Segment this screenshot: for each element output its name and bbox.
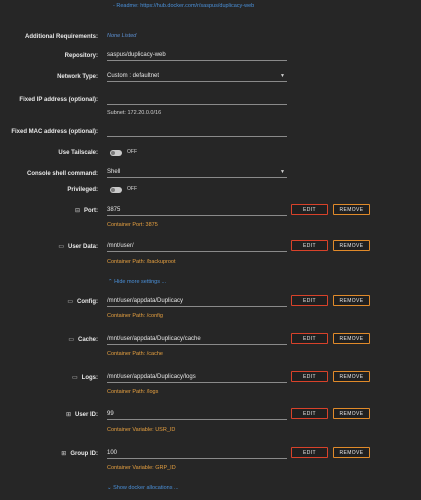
hide-more-settings-link[interactable]: ⌃ Hide more settings ... [108, 279, 167, 285]
variable-icon: ⊞ [61, 451, 67, 457]
user-id-note: Container Variable: USR_ID [107, 427, 176, 433]
use-tailscale-state: OFF [127, 149, 137, 155]
config-remove-button[interactable]: REMOVE [333, 295, 370, 306]
caret-down-icon: ▼ [280, 73, 285, 79]
group-id-label: ⊞ Group ID: [61, 451, 98, 457]
config-edit-button[interactable]: EDIT [291, 295, 328, 306]
user-data-edit-button[interactable]: EDIT [291, 240, 328, 251]
use-tailscale-toggle[interactable] [110, 150, 122, 156]
fixed-mac-label: Fixed MAC address (optional): [11, 129, 98, 135]
use-tailscale-label: Use Tailscale: [58, 150, 98, 156]
console-shell-label: Console shell command: [26, 171, 98, 177]
port-label: ⊟ Port: [74, 208, 98, 214]
repository-input[interactable]: saspus/duplicacy-web [107, 51, 287, 61]
group-id-note: Container Variable: GRP_ID [107, 465, 176, 471]
cache-note: Container Path: /cache [107, 351, 163, 357]
privileged-label: Privileged: [67, 187, 98, 193]
fixed-ip-label: Fixed IP address (optional): [19, 97, 98, 103]
user-data-label: ▭ User Data: [58, 244, 98, 250]
folder-icon: ▭ [58, 244, 64, 250]
port-note: Container Port: 3875 [107, 222, 158, 228]
fixed-ip-subnet-note: Subnet: 172.20.0.0/16 [107, 110, 162, 116]
cache-edit-button[interactable]: EDIT [291, 333, 328, 344]
privileged-toggle[interactable] [110, 187, 122, 193]
port-input[interactable]: 3875 [107, 206, 287, 216]
user-data-remove-button[interactable]: REMOVE [333, 240, 370, 251]
console-shell-select[interactable] [107, 168, 287, 178]
readme-link[interactable]: - Readme: https://hub.docker.com/r/saspus/duplicacy-web [113, 3, 255, 9]
cache-remove-button[interactable]: REMOVE [333, 333, 370, 344]
privileged-state: OFF [127, 186, 137, 192]
port-icon: ⊟ [74, 208, 80, 214]
user-id-input[interactable]: 99 [107, 410, 287, 420]
user-data-note: Container Path: /backuproot [107, 259, 176, 265]
caret-down-icon: ▼ [280, 169, 285, 175]
user-id-label: ⊞ User ID: [65, 412, 98, 418]
logs-edit-button[interactable]: EDIT [291, 371, 328, 382]
repository-label: Repository: [64, 53, 98, 59]
port-edit-button[interactable]: EDIT [291, 204, 328, 215]
network-type-label: Network Type: [57, 74, 98, 80]
console-shell-value: Shell [107, 169, 121, 175]
chevron-down-icon: ⌄ [107, 485, 114, 491]
group-id-input[interactable]: 100 [107, 449, 287, 459]
network-type-value: Custom : defaultnet [107, 73, 160, 79]
user-id-edit-button[interactable]: EDIT [291, 408, 328, 419]
folder-icon: ▭ [71, 375, 78, 381]
group-id-edit-button[interactable]: EDIT [291, 447, 328, 458]
cache-input[interactable]: /mnt/user/appdata/Duplicacy/cache [107, 335, 287, 345]
logs-input[interactable]: /mnt/user/appdata/Duplicacy/logs [107, 373, 287, 383]
logs-label: ▭ Logs: [71, 375, 98, 381]
show-docker-allocations-link[interactable]: ⌄ Show docker allocations ... [107, 485, 179, 491]
config-note: Container Path: /config [107, 313, 163, 319]
chevron-up-icon: ⌃ [108, 279, 115, 285]
user-data-input[interactable]: /mnt/user/ [107, 242, 287, 252]
config-input[interactable]: /mnt/user/appdata/Duplicacy [107, 297, 287, 307]
variable-icon: ⊞ [65, 412, 71, 418]
network-type-select[interactable] [107, 72, 287, 82]
logs-note: Container Path: /logs [107, 389, 159, 395]
folder-icon: ▭ [68, 337, 74, 343]
cache-label: ▭ Cache: [68, 337, 98, 343]
folder-icon: ▭ [67, 299, 73, 305]
config-label: ▭ Config: [67, 299, 98, 305]
fixed-ip-input[interactable] [107, 95, 287, 105]
additional-requirements-value: None Listed [107, 33, 137, 39]
user-id-remove-button[interactable]: REMOVE [333, 408, 370, 419]
fixed-mac-input[interactable] [107, 127, 287, 137]
port-remove-button[interactable]: REMOVE [333, 204, 370, 215]
logs-remove-button[interactable]: REMOVE [333, 371, 370, 382]
group-id-remove-button[interactable]: REMOVE [333, 447, 370, 458]
additional-requirements-label: Additional Requirements: [24, 34, 98, 40]
